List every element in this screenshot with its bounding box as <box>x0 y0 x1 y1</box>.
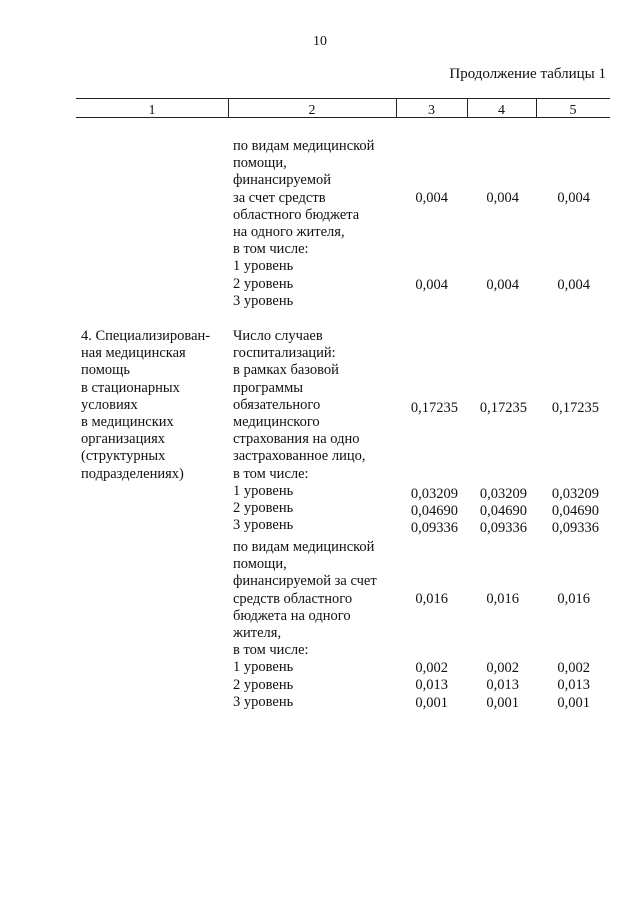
column-header-2: 2 <box>308 103 316 118</box>
description-line: по видам медицинской <box>233 138 375 154</box>
description-line: 1 уровень <box>233 482 294 499</box>
block2-level1-col5: 0,03209 <box>551 486 599 502</box>
category-line: подразделениях) <box>81 465 184 482</box>
category-line: организациях <box>81 431 166 448</box>
block3-level3-col4: 0,001 <box>486 695 519 711</box>
header-top-rule <box>76 98 610 99</box>
description-line: помощи, <box>233 556 287 573</box>
block3-level2-col4: 0,013 <box>486 677 519 693</box>
block1-level2-col3: 0,004 <box>415 277 448 293</box>
block3-level1-col3: 0,002 <box>415 660 448 676</box>
description-line: в том числе: <box>233 642 309 659</box>
block2-description <box>233 328 365 534</box>
column-header-5: 5 <box>569 103 577 118</box>
page-number: 10 <box>313 34 327 49</box>
description-line: на одного жителя, <box>233 223 345 240</box>
column-header-3: 3 <box>428 103 435 118</box>
description-line: средств областного <box>233 590 353 607</box>
description-line: госпитализаций: <box>233 345 336 362</box>
block3-total-col3: 0,016 <box>415 591 448 607</box>
category-line: помощь <box>81 362 130 379</box>
block1-total-col5: 0,004 <box>557 190 590 206</box>
column-header-1: 1 <box>148 103 156 118</box>
description-line: бюджета на одного <box>233 607 351 624</box>
block2-total-col4: 0,17235 <box>479 400 527 416</box>
description-line: 3 уровень <box>233 693 294 710</box>
block2-level2-col3: 0,04690 <box>410 503 458 519</box>
description-line: медицинского <box>233 413 320 430</box>
block2-total-col3: 0,17235 <box>410 400 458 416</box>
description-line: финансируемой за счет <box>233 573 377 590</box>
block1-description <box>233 138 374 310</box>
category-line: (структурных <box>81 448 166 465</box>
block3-level1-col5: 0,002 <box>557 660 590 676</box>
description-line: в том числе: <box>233 241 309 258</box>
block2-total-col5: 0,17235 <box>551 400 599 416</box>
category-line: ная медицинская <box>81 345 186 362</box>
description-line: 1 уровень <box>233 659 294 676</box>
description-line: обязательного <box>233 396 321 413</box>
block1-level2-col4: 0,004 <box>486 277 519 293</box>
description-line: финансируемой <box>233 172 332 189</box>
block3-description <box>233 539 377 711</box>
category-line: 4. Специализирован- <box>81 328 211 344</box>
category-line: условиях <box>81 396 138 413</box>
description-line: помощи, <box>233 155 287 172</box>
description-line: 3 уровень <box>233 292 294 309</box>
block2-level1-col4: 0,03209 <box>479 486 527 502</box>
description-line: 2 уровень <box>233 499 294 516</box>
description-line: в том числе: <box>233 465 309 482</box>
block1-total-col4: 0,004 <box>486 190 519 206</box>
block3-level1-col4: 0,002 <box>486 660 519 676</box>
description-line: по видам медицинской <box>233 539 375 555</box>
category-line: в медицинских <box>81 413 174 430</box>
block1-level2-col5: 0,004 <box>557 277 590 293</box>
block3-level3-col3: 0,001 <box>415 695 448 711</box>
description-line: 2 уровень <box>233 676 294 693</box>
block2-level3-col5: 0,09336 <box>551 520 599 536</box>
block2-level3-col3: 0,09336 <box>410 520 458 536</box>
block3-level2-col3: 0,013 <box>415 677 448 693</box>
description-line: Число случаев <box>233 328 323 344</box>
description-line: за счет средств <box>233 189 326 206</box>
description-line: жителя, <box>233 624 282 641</box>
block3-level2-col5: 0,013 <box>557 677 590 693</box>
description-line: застрахованное лицо, <box>233 448 366 465</box>
block2-level3-col4: 0,09336 <box>479 520 527 536</box>
description-line: 3 уровень <box>233 517 294 534</box>
block1-total-col3: 0,004 <box>415 190 448 206</box>
block2-level1-col3: 0,03209 <box>410 486 458 502</box>
description-line: областного бюджета <box>233 206 360 223</box>
description-line: 1 уровень <box>233 258 294 275</box>
description-line: программы <box>233 379 303 396</box>
block2-level2-col5: 0,04690 <box>551 503 599 519</box>
column-header-4: 4 <box>498 103 505 118</box>
block2-level2-col4: 0,04690 <box>479 503 527 519</box>
category-line: в стационарных <box>81 379 180 396</box>
description-line: в рамках базовой <box>233 362 339 379</box>
table-continuation-label: Продолжение таблицы 1 <box>449 66 606 82</box>
description-line: страхования на одно <box>233 431 360 448</box>
block2-category <box>81 328 210 483</box>
block3-level3-col5: 0,001 <box>557 695 590 711</box>
description-line: 2 уровень <box>233 275 294 292</box>
block3-total-col4: 0,016 <box>486 591 519 607</box>
block3-total-col5: 0,016 <box>557 591 590 607</box>
